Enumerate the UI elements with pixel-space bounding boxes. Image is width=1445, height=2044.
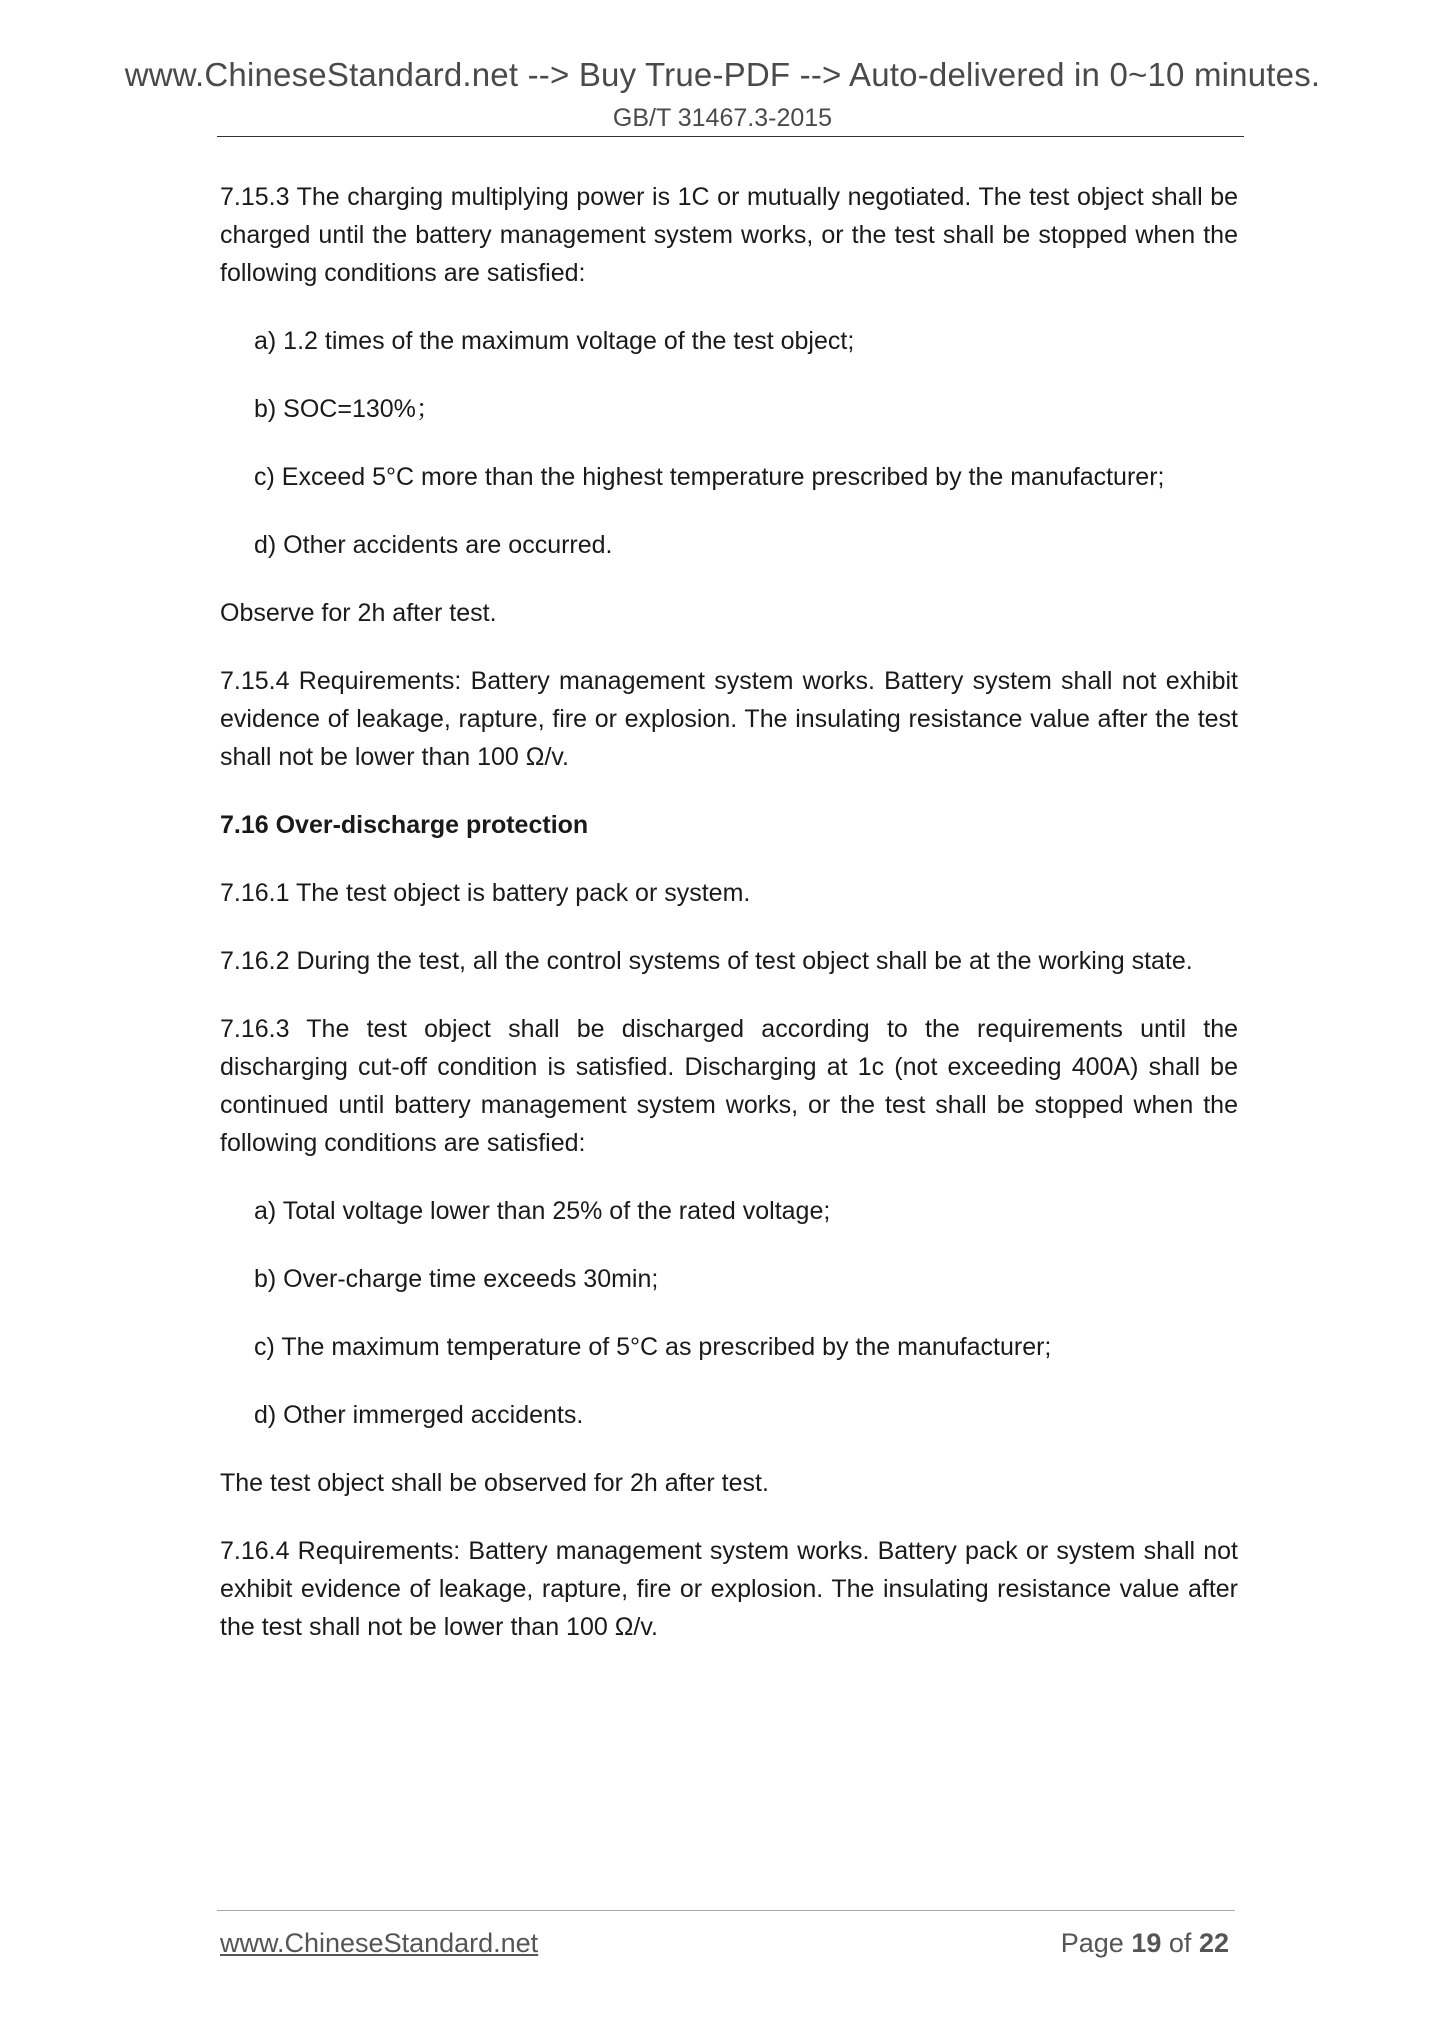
page-of: of <box>1168 1928 1192 1958</box>
list-item-7-15-3-d: d) Other accidents are occurred. <box>254 531 613 559</box>
list-item-7-16-3-b: b) Over-charge time exceeds 30min; <box>254 1265 659 1293</box>
list-item-7-15-3-b: b) SOC=130%； <box>254 395 441 423</box>
page-number <box>1061 1928 1229 1959</box>
clause-7-16-1: 7.16.1 The test object is battery pack or system. <box>220 879 751 907</box>
list-item-7-16-3-d: d) Other immerged accidents. <box>254 1401 584 1429</box>
clause-7-15-3: 7.15.3 The charging multiplying power is 1C or mutually negotiated. The test object shall be charged until the battery management system works, or the test shall be stopped when the following conditions are satisfied: <box>220 183 1238 287</box>
clause-7-16-2: 7.16.2 During the test, all the control systems of test object shall be at the working state. <box>220 947 1193 975</box>
standard-number: GB/T 31467.3-2015 <box>612 104 833 132</box>
clause-7-16-3: 7.16.3 The test object shall be discharged according to the requirements until the discharging cut-off condition is satisfied. Discharging at 1c (not exceeding 400A) shall be continued until battery management system works, or the test shall be stopped when the following conditions are satisfied: <box>220 1015 1238 1157</box>
footer-site-link[interactable]: www.ChineseStandard.net <box>220 1928 539 1958</box>
header-banner: www.ChineseStandard.net --> Buy True-PDF --> Auto-delivered in 0~10 minutes. <box>124 56 1321 93</box>
clause-7-15-4: 7.15.4 Requirements: Battery management system works. Battery system shall not exhibit evidence of leakage, rapture, fire or explosion. The insulating resistance value after the test shall not be lower than 100 Ω/v. <box>220 667 1238 771</box>
clause-7-16-4: 7.16.4 Requirements: Battery management system works. Battery pack or system shall not exhibit evidence of leakage, rapture, fire or explosion. The insulating resistance value after the test shall not be lower than 100 Ω/v. <box>220 1537 1238 1641</box>
footer-divider <box>217 1910 1235 1911</box>
document-body <box>220 178 1238 1676</box>
list-item-7-16-3-c: c) The maximum temperature of 5°C as prescribed by the manufacturer; <box>254 1333 1052 1361</box>
page-total: 22 <box>1198 1928 1229 1958</box>
list-item-7-16-3-a: a) Total voltage lower than 25% of the rated voltage; <box>254 1197 831 1225</box>
list-item-7-15-3-c: c) Exceed 5°C more than the highest temperature prescribed by the manufacturer; <box>254 463 1165 491</box>
page-current: 19 <box>1131 1928 1162 1958</box>
section-heading-7-16: 7.16 Over-discharge protection <box>220 811 589 839</box>
header-divider <box>217 136 1244 137</box>
observe-note-2: The test object shall be observed for 2h after test. <box>220 1469 769 1497</box>
page-label: Page <box>1060 1928 1124 1958</box>
list-item-7-15-3-a: a) 1.2 times of the maximum voltage of the test object; <box>254 327 855 355</box>
observe-note-1: Observe for 2h after test. <box>220 599 497 627</box>
